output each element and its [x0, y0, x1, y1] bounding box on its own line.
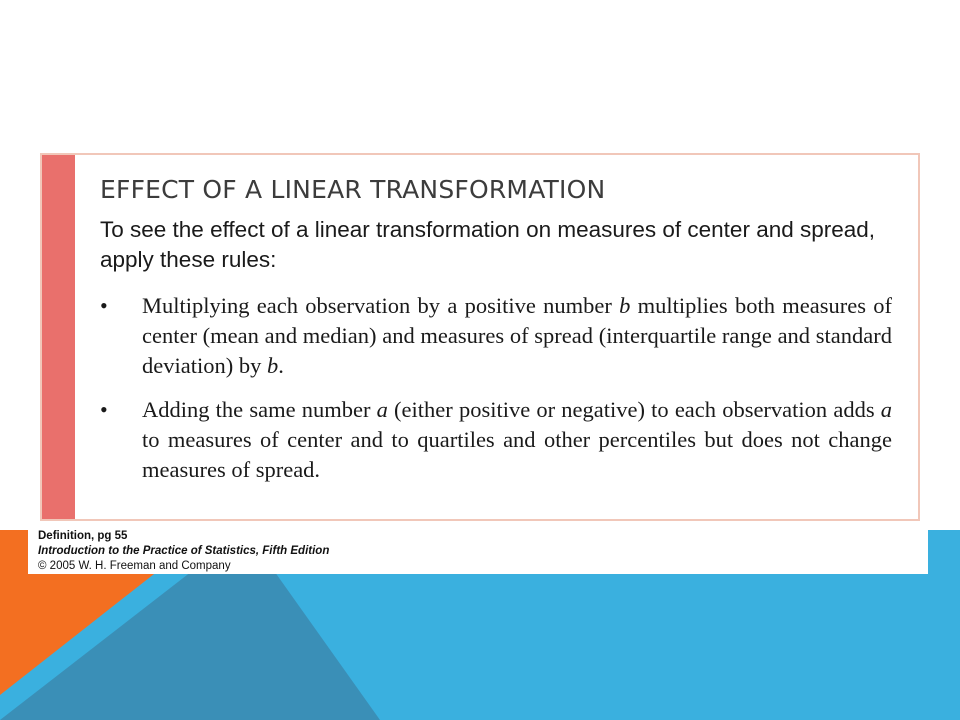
citation-block: [28, 526, 928, 574]
rule-text: to measures of center and to quartiles and other percentiles but does not change measures of spread.: [142, 427, 892, 482]
definition-box: [40, 153, 920, 521]
variable-b: b: [619, 293, 631, 318]
definition-content: [100, 175, 892, 499]
rule-text: multiplies both measures of center (mean and median) and measures of spread (interquartile range and standard deviation) by: [142, 293, 892, 378]
variable-a: a: [376, 397, 388, 422]
citation-book: Introduction to the Practice of Statistics, Fifth Edition: [38, 545, 330, 557]
bullet-icon: •: [100, 293, 108, 318]
definition-intro: To see the effect of a linear transformation on measures of center and spread, apply these rules:: [100, 217, 876, 272]
variable-b: b: [266, 353, 279, 378]
rule-text: .: [278, 353, 284, 378]
definition-title: EFFECT OF A LINEAR TRANSFORMATION: [100, 175, 606, 204]
rule-add: [100, 395, 892, 485]
citation-page: Definition, pg 55: [38, 530, 128, 542]
definition-accent-bar: [42, 155, 75, 519]
rule-text: Adding the same number: [142, 397, 377, 422]
citation-copyright: © 2005 W. H. Freeman and Company: [38, 560, 231, 572]
rule-text: (either positive or negative) to each observation adds: [387, 397, 881, 422]
rule-multiply: [100, 291, 892, 381]
variable-a: a: [880, 397, 892, 422]
rules-list: [100, 291, 892, 485]
bullet-icon: •: [100, 397, 108, 422]
rule-text: Multiplying each observation by a positive number: [142, 293, 620, 318]
